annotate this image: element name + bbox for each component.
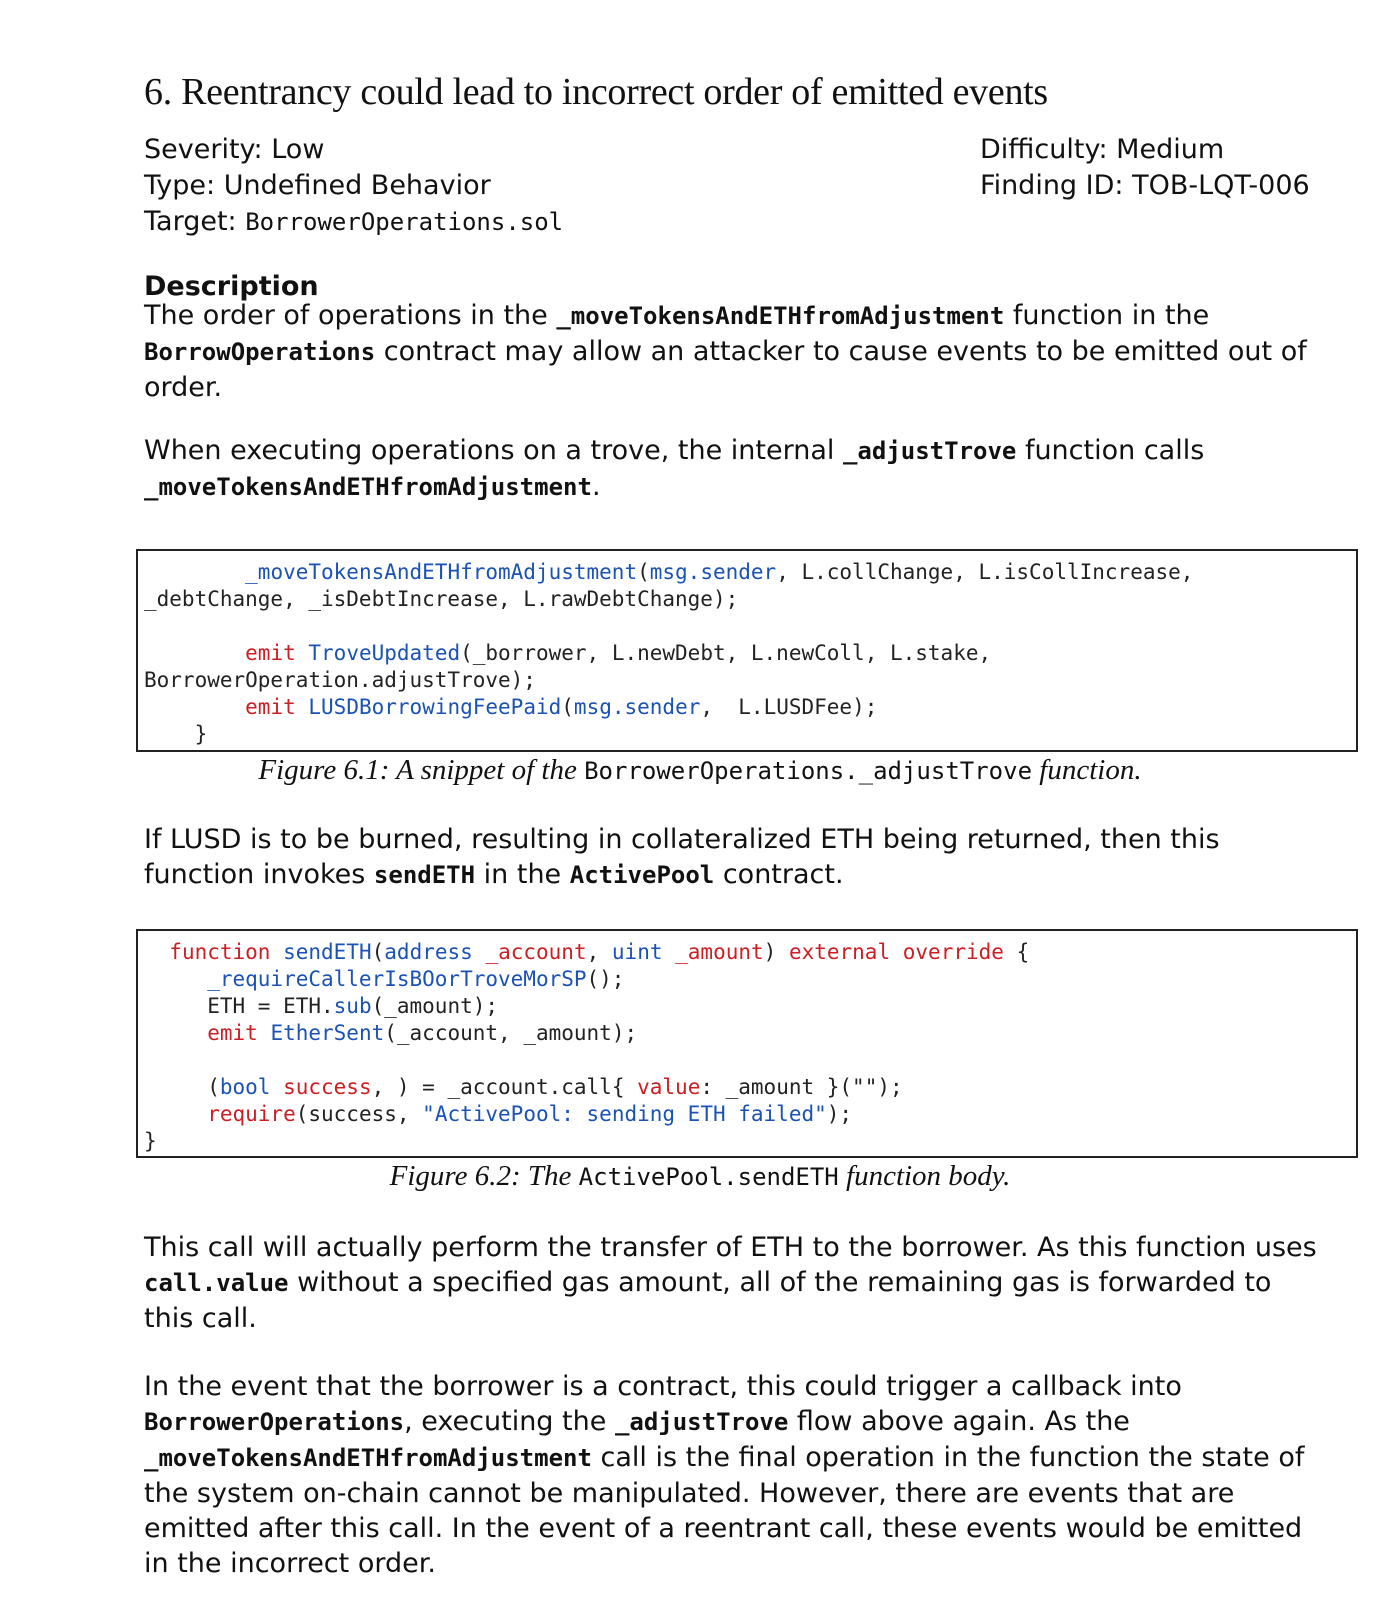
paragraph-2: When executing operations on a trove, the internal _adjustTrove function calls _moveTokensAndETHfromAdjustment. [144, 435, 1205, 502]
finding-title: 6. Reentrancy could lead to incorrect order of emitted events [144, 71, 1048, 113]
description-heading: Description [144, 271, 319, 302]
finding-meta-right [980, 132, 1310, 204]
paragraph-5: In the event that the borrower is a contract, this could trigger a callback into BorrowerOperations, executing the _adjustTrove flow above again. As the _moveTokensAndETHfromAdjustment call is the final operation in the function the state of the system on-chain cannot be manipulated. However, there are events that are emitted after this call. In the event of a reentrant call, these events would be emitted in the incorrect order. [144, 1371, 1305, 1579]
target-row: Target: BorrowerOperations.sol [144, 206, 564, 237]
finding-id-value: TOB-LQT-006 [1132, 170, 1310, 201]
finding-meta-left [144, 132, 563, 240]
type-row: Type: Undefined Behavior [144, 170, 491, 201]
figure-caption-2: Figure 6.2: The ActivePool.sendETH function body. [389, 1160, 1011, 1192]
severity-value: Low [271, 134, 325, 165]
code-block-1: _moveTokensAndETHfromAdjustment(msg.sender, L.collChange, L.isCollIncrease, _debtChange, _isDebtIncrease, L.rawDebtChange); emit TroveUpdated(_borrower, L.newDebt, L.newColl, L.stake, BorrowerOperation.adjustTrove); emit LUSDBorrowingFeePaid(msg.sender, L.LUSDFee); } [136, 549, 1358, 752]
target-value: BorrowerOperations.sol [245, 208, 564, 236]
code-block-2: function sendETH(address _account, uint _amount) external override { _requireCallerIsBOorTroveMorSP(); ETH = ETH.sub(_amount); emit EtherSent(_account, _amount); (bool success, ) = _account.call{ value: _amount }(""); require(success, "ActivePool: sending ETH failed"); } [136, 929, 1358, 1158]
figure-caption-1: Figure 6.1: A snippet of the BorrowerOperations._adjustTrove function. [258, 754, 1142, 786]
type-value: Undefined Behavior [223, 170, 491, 201]
severity-row: Severity: Low [144, 134, 325, 165]
paragraph-1: The order of operations in the _moveTokensAndETHfromAdjustment function in the BorrowOperations contract may allow an attacker to cause events to be emitted out of order. [144, 300, 1307, 403]
finding-id-row: Finding ID: TOB-LQT-006 [980, 170, 1310, 201]
difficulty-row: Difficulty: Medium [980, 134, 1225, 165]
paragraph-4: This call will actually perform the transfer of ETH to the borrower. As this function uses call.value without a specified gas amount, all of the remaining gas is forwarded to this call. [144, 1232, 1317, 1334]
paragraph-3: If LUSD is to be burned, resulting in collateralized ETH being returned, then this function invokes sendETH in the ActivePool contract. [144, 824, 1220, 890]
difficulty-value: Medium [1116, 134, 1225, 165]
